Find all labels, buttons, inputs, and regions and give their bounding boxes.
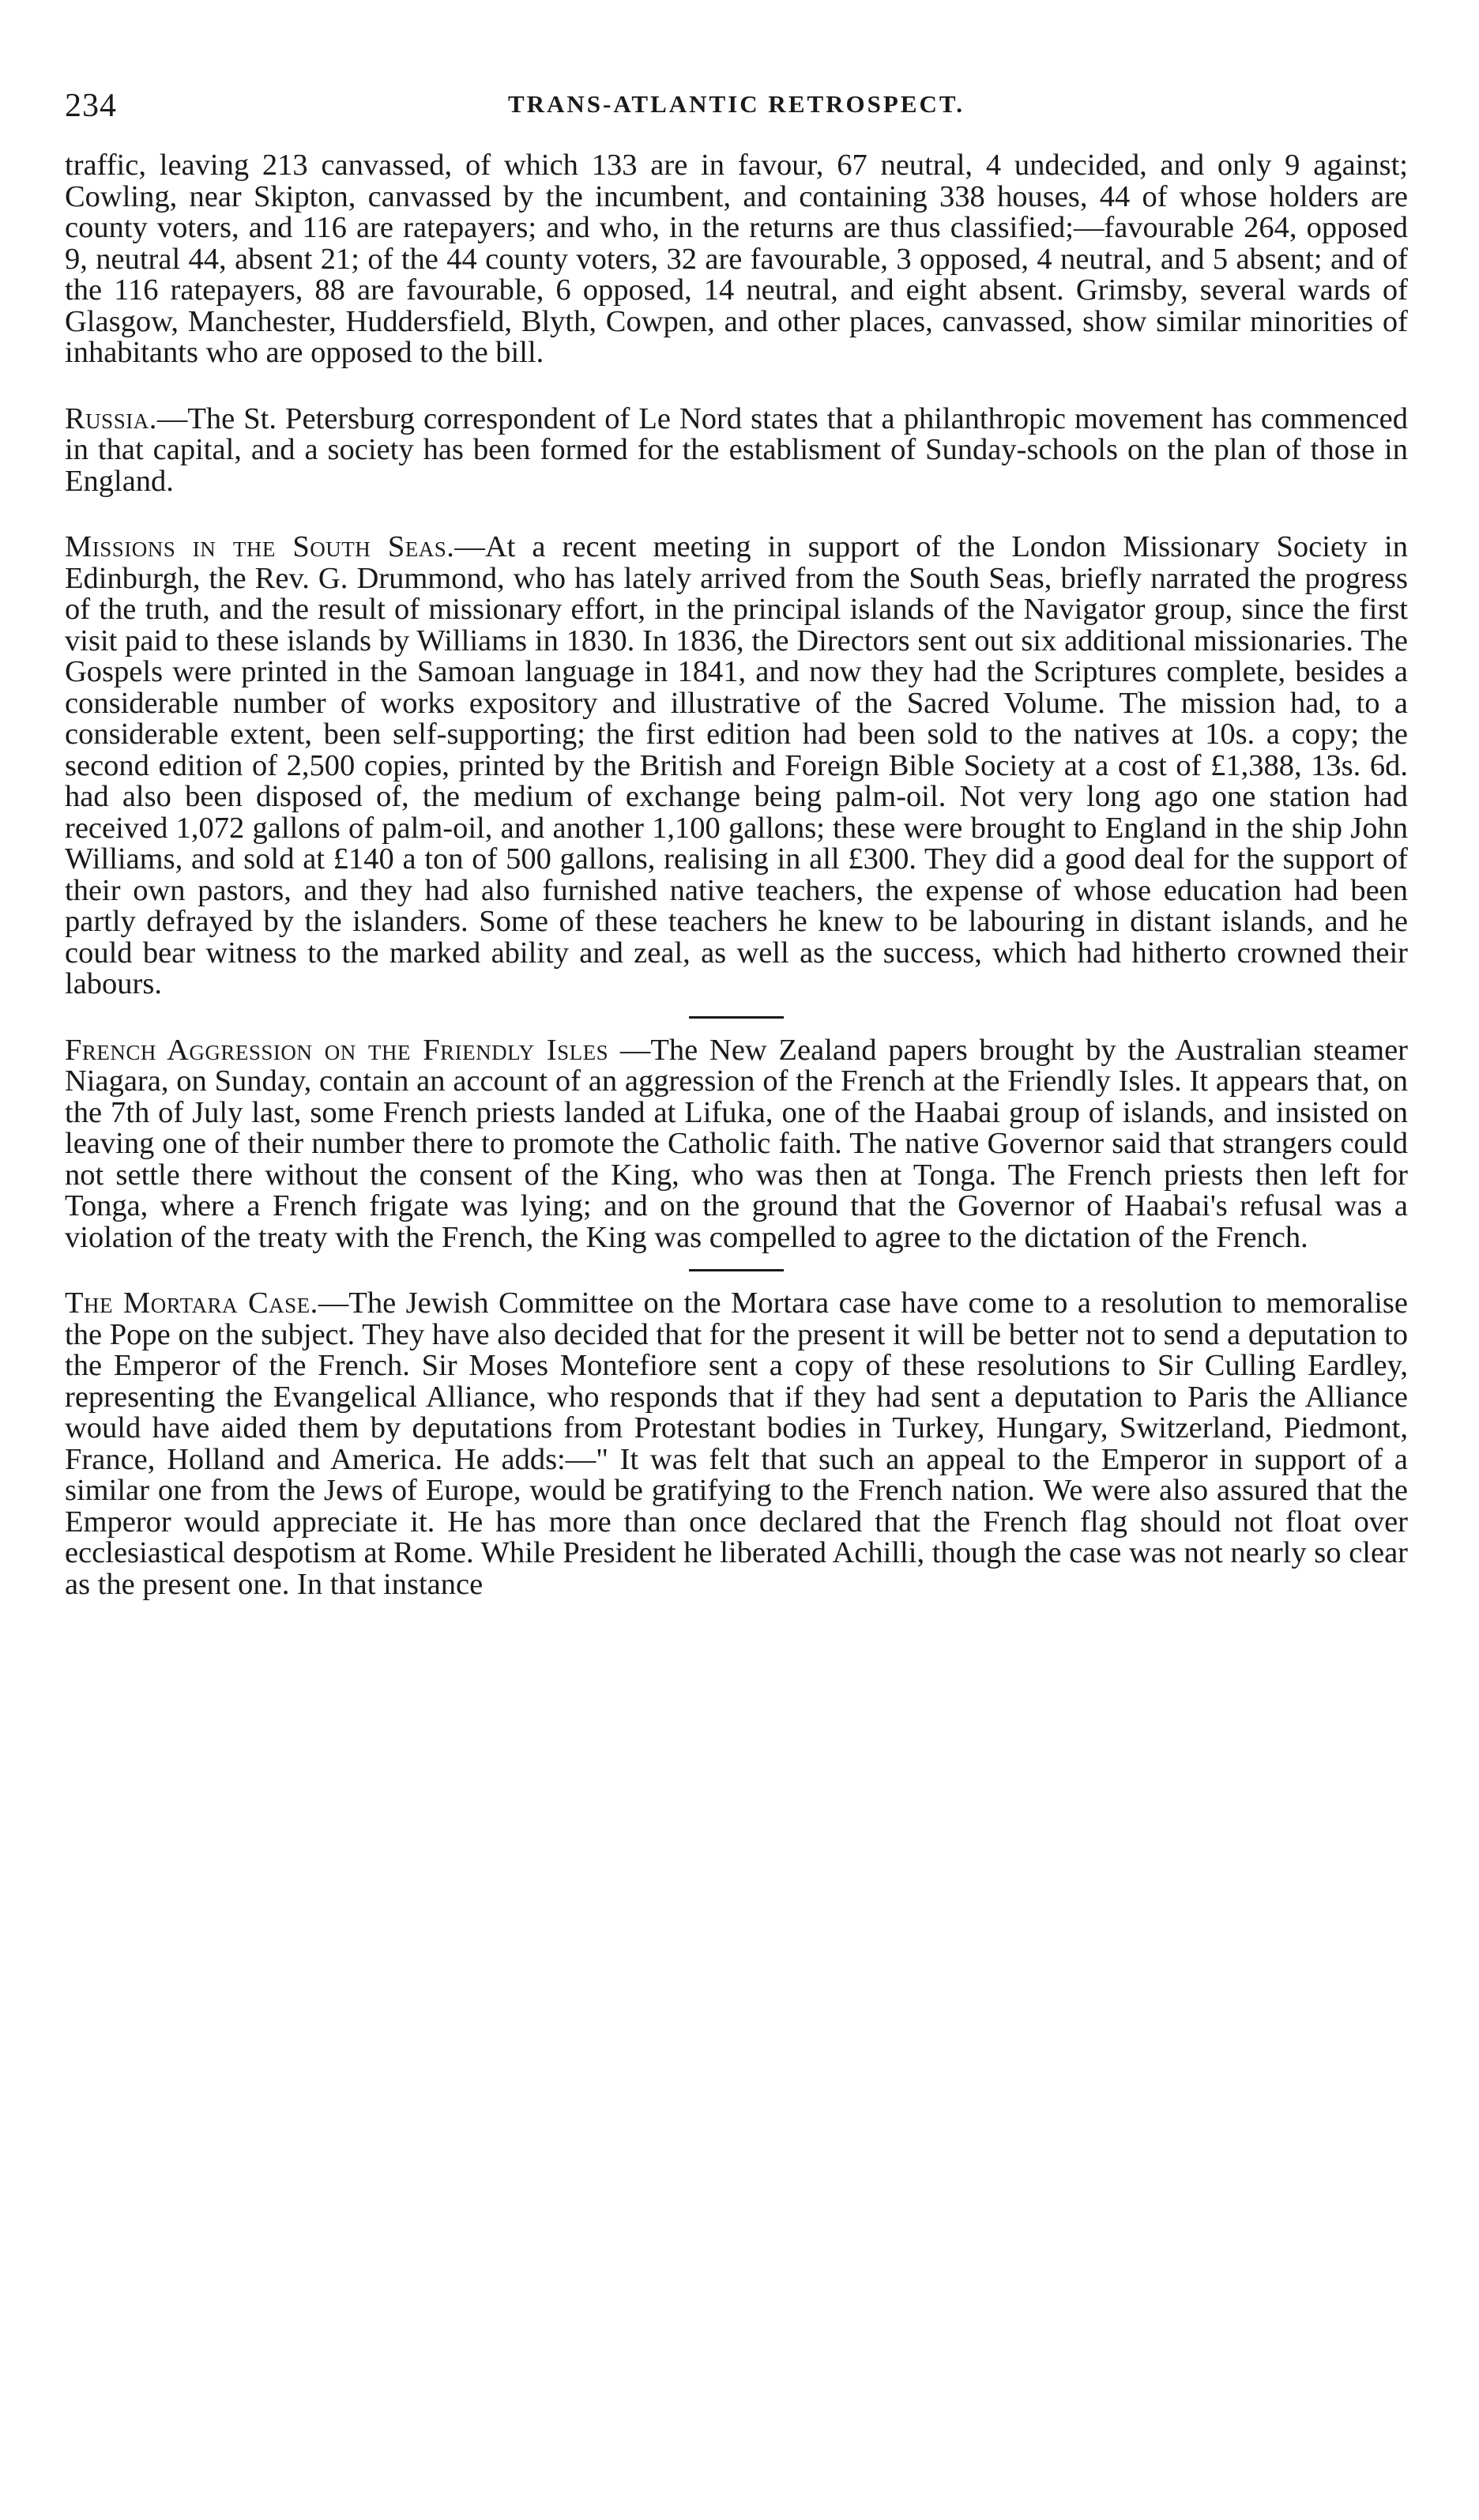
section-gap (65, 369, 1408, 404)
page (65, 87, 1408, 1600)
page-header (65, 87, 1408, 150)
divider-rule (689, 1269, 784, 1271)
article-heading: Russia. (65, 401, 157, 435)
article-french-aggression (65, 1035, 1408, 1254)
article-text: —The St. Petersburg correspondent of Le Nord states that a philanthropic movement has commenced in that capital, and a society has been formed for the establisment of Sunday-schools on the plan of those in England. (65, 401, 1408, 498)
divider-rule (689, 1016, 784, 1019)
article-text: —The Jewish Committee on the Mortara case have come to a resolution to memoralise the Pope on the subject. They have also decided that for the present it will be better not to send a deputation to the Emperor of the French. Sir Moses Montefiore sent a copy of these resolutions to Sir Culling Eardley, representing the Evangelical Alliance, who responds that if they had sent a deputation to Paris the Alliance would have aided them by deputations from Protestant bodies in Turkey, Hungary, Switzerland, Piedmont, France, Holland and America. He adds:—" It was felt that such an appeal to the Emperor in support of a similar one from the Jews of Europe, would be gratifying to the French nation. We were also assured that the Emperor would appreciate it. He has more than once declared that the French flag should not float over ecclesiastical despotism at Rome. While President he liberated Achilli, though the case was not nearly so clear as the present one. In that instance (65, 1286, 1408, 1601)
article-text: —At a recent meeting in support of the London Missionary Society in Edinburgh, the Rev. G. Drummond, who has lately arrived from the South Seas, briefly narrated the progress of the truth, and the result of missionary effort, in the principal islands of the Navigator group, since the first visit paid to these islands by Williams in 1830. In 1836, the Directors sent out six additional missionaries. The Gospels were printed in the Samoan language in 1841, and now they had the Scriptures complete, besides a considerable number of works expository and illustrative of the Sacred Volume. The mission had, to a considerable extent, been self-supporting; the first edition had been sold to the natives at 10s. a copy; the second edition of 2,500 copies, printed by the British and Foreign Bible Society at a cost of £1,388, 13s. 6d. had also been disposed of, the medium of exchange being palm-oil. Not very long ago one station had received 1,072 gallons of palm-oil, and another 1,100 gallons; these were brought to England in the ship John Williams, and sold at £140 a ton of 500 gallons, realising in all £300. They did a good deal for the support of their own pastors, and they had also furnished native teachers, the expense of whose education had been partly defrayed by the islanders. Some of these teachers he knew to be labouring in distant islands, and he could bear witness to the marked ability and zeal, as well as the success, which had hitherto crowned their labours. (65, 530, 1408, 1000)
running-title: TRANS-ATLANTIC RETROSPECT. (507, 90, 965, 118)
article-opening-continuation (65, 150, 1408, 369)
page-number: 234 (65, 88, 117, 124)
article-text: —The New Zealand papers brought by the Australian steamer Niagara, on Sunday, contain an account of an aggression of the French at the Friendly Isles. It appears that, on the 7th of July last, some French priests landed at Lifuka, one of the Haabai group of islands, and insisted on leaving one of their number there to promote the Catholic faith. The native Governor said that strangers could not settle there without the consent of the King, who was then at Tonga. The French priests then left for Tonga, where a French frigate was lying; and on the ground that the Governor of Haabai's refusal was a violation of the treaty with the French, the King was compelled to agree to the dictation of the French. (65, 1033, 1408, 1254)
article-heading: The Mortara Case. (65, 1286, 318, 1320)
section-gap (65, 497, 1408, 532)
article-missions-south-seas (65, 532, 1408, 1000)
article-heading: French Aggression on the Friendly Isles (65, 1033, 609, 1067)
section-divider (65, 1000, 1408, 1035)
article-text: traffic, leaving 213 canvassed, of which 133 are in favour, 67 neutral, 4 undecided, and only 9 against; Cowling, near Skipton, canvassed by the incumbent, and containing 338 houses, 44 of whose holders are county voters, and 116 are ratepayers; and who, in the returns are thus classified;—favourable 264, opposed 9, neutral 44, absent 21; of the 44 county voters, 32 are favourable, 3 opposed, 4 neutral, and 5 absent; and of the 116 ratepayers, 88 are favourable, 6 opposed, 14 neutral, and eight absent. Grimsby, several wards of Glasgow, Manchester, Huddersfield, Blyth, Cowpen, and other places, canvassed, show similar minorities of inhabitants who are opposed to the bill. (65, 149, 1408, 369)
article-heading: Missions in the South Seas. (65, 530, 455, 563)
article-mortara-case (65, 1288, 1408, 1600)
article-russia (65, 401, 1408, 498)
section-divider (65, 1253, 1408, 1288)
